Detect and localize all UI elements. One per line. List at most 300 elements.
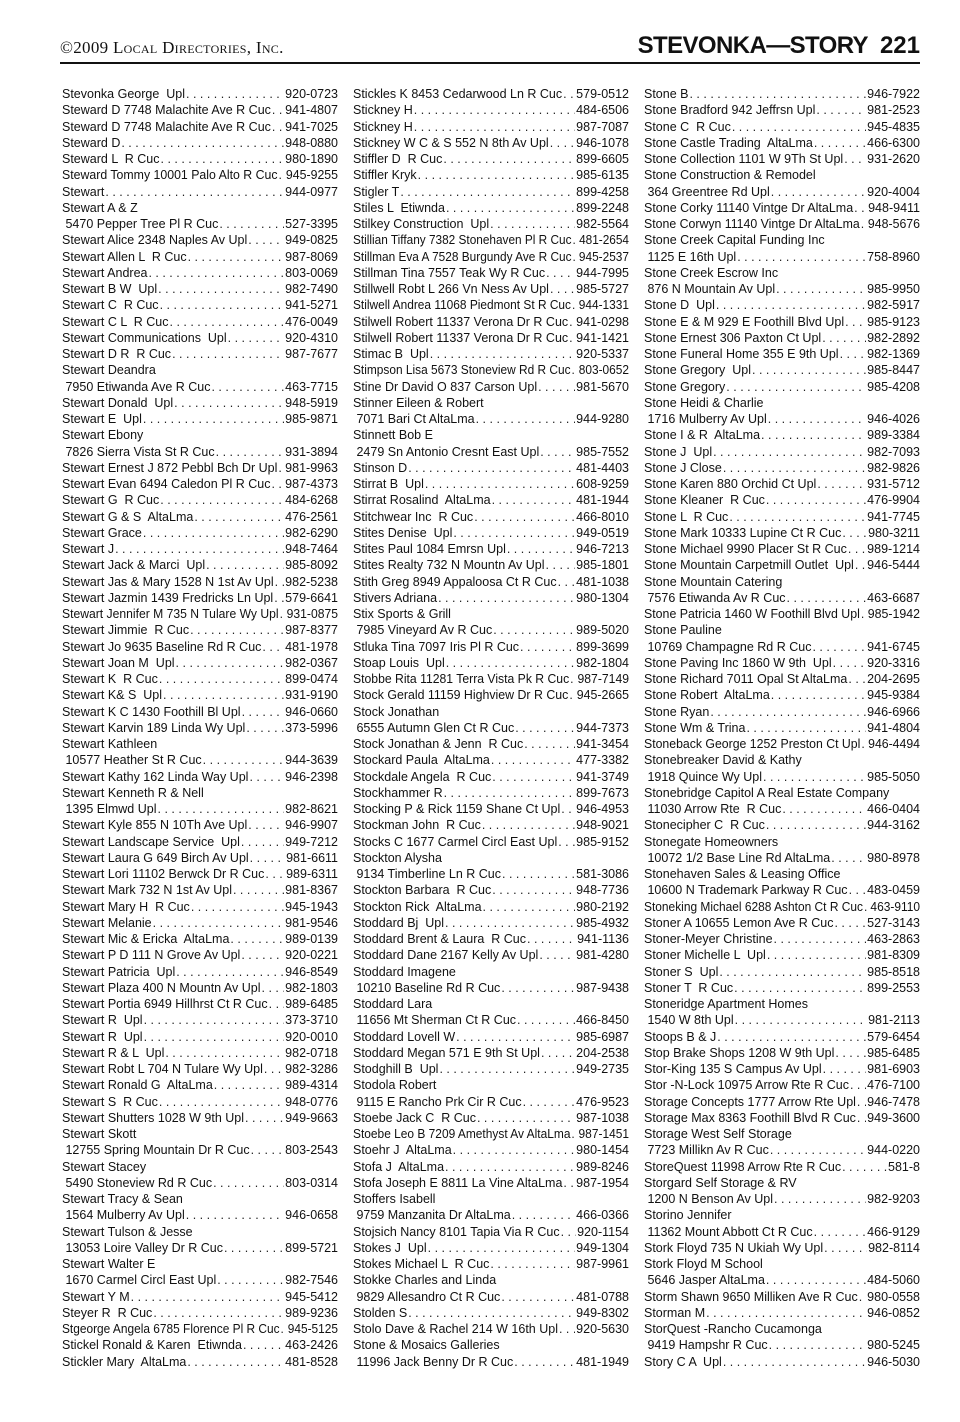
listing-name: 1716 Mulberry Av Upl xyxy=(644,412,767,426)
dot-leader xyxy=(514,1354,575,1370)
listing-name: Stillian Tiffany 7382 Stonehaven Pl R Cuc xyxy=(353,233,572,248)
listing-entry xyxy=(62,460,338,476)
listing-entry xyxy=(644,574,920,590)
listing-phone: 982-5564 xyxy=(576,217,629,231)
listing-name: Stoddard Dane 2167 Kelly Av Upl xyxy=(353,948,539,963)
listing-entry xyxy=(353,1061,629,1077)
dot-leader xyxy=(158,801,285,817)
listing-entry xyxy=(62,817,338,833)
listing-name: Storage Max 8363 Foothill Blvd R Cuc xyxy=(644,1110,856,1125)
listing-entry xyxy=(644,1077,920,1093)
listing-name: Stewart Plaza 400 N Mountn Av Upl xyxy=(62,980,261,995)
dot-leader xyxy=(569,330,575,346)
listing-phone: 920-0221 xyxy=(285,948,338,963)
listing-name: Stone Mark 10333 Lupine Ct R Cuc xyxy=(644,525,842,540)
listing-name: Stoneking Michael 6288 Ashton Ct R Cuc xyxy=(644,899,863,914)
listing-phone: 981-8309 xyxy=(867,948,920,963)
dot-leader xyxy=(492,769,575,785)
listing-phone: 803-0314 xyxy=(285,1175,338,1190)
listing-name: Stillman Tina 7557 Teak Wy R Cuc xyxy=(353,265,546,280)
dot-leader xyxy=(746,720,866,736)
listing-entry xyxy=(644,882,920,898)
listing-entry xyxy=(62,1012,338,1028)
listing-phone: 989-6485 xyxy=(285,997,338,1011)
dot-leader xyxy=(573,249,578,265)
dot-leader xyxy=(774,931,867,947)
dot-leader xyxy=(191,899,284,915)
dot-leader xyxy=(840,346,867,362)
listing-entry xyxy=(353,216,629,232)
listing-phone: 527-3395 xyxy=(285,217,338,231)
listing-name: Stoner-Meyer Christine xyxy=(644,932,773,946)
listing-name: Stoddard Lara xyxy=(353,997,433,1011)
dot-leader xyxy=(859,1289,866,1305)
listing-name: Stewart D R R Cuc xyxy=(62,347,172,361)
listing-entry xyxy=(644,1207,920,1223)
listing-entry xyxy=(62,720,338,736)
listing-name: Steward D 7748 Malachite Ave R Cuc xyxy=(62,103,271,118)
listing-entry xyxy=(62,931,338,947)
listing-name: Stone C R Cuc xyxy=(644,119,731,134)
listing-name: 7723 Millikn Av R Cuc xyxy=(644,1143,769,1158)
listing-name: Stone Collection 1101 W 9Th St Upl xyxy=(644,152,844,166)
listing-entry xyxy=(644,1240,920,1256)
listing-name: Stewart Kathy 162 Linda Way Upl xyxy=(62,769,249,784)
listing-entry xyxy=(353,1142,629,1158)
listing-name: 5490 Stoneview Rd R Cuc xyxy=(62,1175,213,1190)
listing-name: Stewart Alice 2348 Naples Av Upl xyxy=(62,233,248,248)
listing-name: Stewart P D 111 N Grove Av Upl xyxy=(62,948,241,963)
listing-entry xyxy=(353,736,629,752)
listing-entry xyxy=(644,427,920,443)
listing-phone: 945-9255 xyxy=(285,168,338,183)
dot-leader xyxy=(559,1321,575,1337)
listing-name: Stewart Tracy & Sean xyxy=(62,1192,183,1206)
listing-entry xyxy=(62,1289,338,1305)
listing-entry xyxy=(353,102,629,118)
listing-entry xyxy=(353,525,629,541)
dot-leader xyxy=(214,1077,284,1093)
listing-entry xyxy=(644,801,920,817)
dot-leader xyxy=(520,639,575,655)
listing-name: Stone Robert AltaLma xyxy=(644,688,770,703)
listing-name: Stor-King 135 S Campus Av Upl xyxy=(644,1062,822,1076)
listing-phone: 941-4807 xyxy=(285,103,338,118)
listing-name: Stofa J AltaLma xyxy=(353,1159,445,1174)
listing-name: Stone L R Cuc xyxy=(644,509,729,524)
dot-leader xyxy=(224,1240,284,1256)
listing-name: Stoebe Jack C R Cuc xyxy=(353,1110,476,1125)
listing-entry xyxy=(62,980,338,996)
dot-leader xyxy=(848,671,866,687)
listing-phone: 945-9384 xyxy=(867,688,920,703)
dot-leader xyxy=(131,1289,285,1305)
listing-entry xyxy=(644,866,920,882)
listing-name: Stoddard Bj Upl xyxy=(353,915,445,930)
listing-entry xyxy=(62,1224,338,1240)
listing-entry xyxy=(353,947,629,963)
listing-phone: 989-8246 xyxy=(576,1159,629,1174)
dot-leader xyxy=(275,574,285,590)
listing-phone: 982-6290 xyxy=(285,525,338,540)
listing-name: Stobbe Rita 11281 Terra Vista Pk R Cuc xyxy=(353,672,570,686)
listing-name: Stone Corky 11140 Vintge Dr AltaLma xyxy=(644,200,854,215)
listing-phone: 949-0519 xyxy=(576,525,629,540)
dot-leader xyxy=(438,590,575,606)
listing-entry xyxy=(644,899,920,915)
listing-entry xyxy=(353,785,629,801)
listing-entry xyxy=(62,655,338,671)
listing-phone: 948-9411 xyxy=(868,200,920,215)
listing-name: Storage Concepts 1777 Arrow Rte Upl xyxy=(644,1094,856,1109)
dot-leader xyxy=(172,346,284,362)
dot-leader xyxy=(569,314,575,330)
listing-name: Stewart Allen L R Cuc xyxy=(62,249,187,264)
listing-entry xyxy=(353,232,629,248)
listing-phone: 483-0459 xyxy=(867,883,920,898)
dot-leader xyxy=(213,1175,284,1191)
listing-name: Stluka Tina 7097 Iris Pl R Cuc xyxy=(353,639,520,654)
listing-entry xyxy=(353,135,629,151)
listing-phone: 920-0723 xyxy=(285,87,338,101)
dot-leader xyxy=(561,1224,576,1240)
dot-leader xyxy=(706,1305,866,1321)
dot-leader xyxy=(713,444,866,460)
dot-leader xyxy=(717,1029,866,1045)
dot-leader xyxy=(269,996,285,1012)
listing-entry xyxy=(644,232,920,248)
listing-entry xyxy=(62,736,338,752)
listing-phone: 985-6135 xyxy=(576,168,629,183)
listing-name: Stoner S Upl xyxy=(644,964,719,979)
dot-leader xyxy=(121,135,284,151)
dot-leader xyxy=(550,281,575,297)
listing-phone: 946-7213 xyxy=(576,542,629,556)
listing-name: 1125 E 16th Upl xyxy=(644,249,737,264)
listing-phone: 803-0069 xyxy=(285,265,338,280)
listing-phone: 980-5245 xyxy=(867,1338,920,1353)
listing-name: 9134 Timberline Ln R Cuc xyxy=(353,867,501,881)
listing-phone: 481-1038 xyxy=(576,574,629,589)
dot-leader xyxy=(228,330,285,346)
dot-leader xyxy=(761,427,866,443)
listing-phone: 941-4804 xyxy=(867,720,920,735)
listing-entry xyxy=(644,785,920,801)
listing-entry xyxy=(644,509,920,525)
listing-entry xyxy=(353,801,629,817)
header-rule xyxy=(60,62,920,64)
dot-leader xyxy=(271,476,284,492)
dot-leader xyxy=(490,216,575,232)
listing-entry xyxy=(644,541,920,557)
listing-name: Stoehr J AltaLma xyxy=(353,1143,452,1158)
listing-phone: 985-9152 xyxy=(576,834,629,849)
dot-leader xyxy=(561,801,575,817)
listing-entry xyxy=(644,1191,920,1207)
dot-leader xyxy=(477,1110,575,1126)
listing-entry xyxy=(62,102,338,118)
listing-phone: 981-2523 xyxy=(867,103,920,118)
listing-phone: 946-2398 xyxy=(285,769,338,784)
listing-entry xyxy=(644,379,920,395)
listing-phone: 481-4403 xyxy=(576,460,629,475)
listing-name: Stockard Paula AltaLma xyxy=(353,753,490,768)
listing-entry xyxy=(353,362,629,378)
listing-name: Stewart Stacey xyxy=(62,1159,147,1174)
listing-name: 10600 N Trademark Parkway R Cuc xyxy=(644,883,848,898)
dot-leader xyxy=(842,525,867,541)
listing-entry xyxy=(644,1126,920,1142)
listing-phone: 941-7745 xyxy=(867,509,920,524)
listing-phone: 985-4932 xyxy=(576,915,629,930)
listing-name: Stirrat Rosalind AltaLma xyxy=(353,493,491,508)
listing-entry xyxy=(644,931,920,947)
listing-phone: 946-0852 xyxy=(867,1305,920,1320)
listing-entry xyxy=(644,947,920,963)
listing-entry xyxy=(62,1029,338,1045)
listing-name: Stofa Joseph E 8811 La Vine AltaLma xyxy=(353,1175,563,1190)
listing-phone: 466-8010 xyxy=(576,509,629,524)
listing-phone: 987-7149 xyxy=(577,672,629,686)
listing-entry xyxy=(62,1337,338,1353)
listing-name: Stinnett Bob E xyxy=(353,428,433,443)
listing-entry xyxy=(62,1110,338,1126)
listing-name: Stokke Charles and Linda xyxy=(353,1273,497,1288)
listing-phone: 948-7464 xyxy=(285,542,338,556)
listing-name: Stinson D xyxy=(353,460,408,475)
listing-entry xyxy=(644,1094,920,1110)
listing-phone: 946-0660 xyxy=(285,704,338,719)
dot-leader xyxy=(735,1012,867,1028)
dot-leader xyxy=(822,330,866,346)
listing-entry xyxy=(62,314,338,330)
dot-leader xyxy=(824,1240,867,1256)
listing-phone: 899-6605 xyxy=(576,152,629,166)
listing-name: Stitchwear Inc R Cuc xyxy=(353,509,474,524)
listing-name: Stone Creek Escrow Inc xyxy=(644,265,779,280)
listing-name: Stone Corwyn 11140 Vintge Dr AltaLma xyxy=(644,217,860,231)
listing-phone: 945-2665 xyxy=(576,688,629,703)
listing-phone: 945-5412 xyxy=(285,1289,338,1304)
listing-entry xyxy=(353,476,629,492)
listing-phone: 466-8450 xyxy=(576,1013,629,1028)
dot-leader xyxy=(558,574,576,590)
dot-leader xyxy=(262,639,284,655)
listing-name: 10072 1/2 Base Line Rd AltaLma xyxy=(644,850,831,865)
listing-entry xyxy=(353,265,629,281)
listing-name: Stone Michael 9990 Placer St R Cuc xyxy=(644,542,847,556)
dot-leader xyxy=(439,1061,575,1077)
dot-leader xyxy=(501,1289,575,1305)
dot-leader xyxy=(493,622,575,638)
listing-entry xyxy=(353,314,629,330)
listing-phone: 466-9129 xyxy=(867,1224,920,1239)
listing-name: Story C A Upl xyxy=(644,1354,722,1369)
listing-entry xyxy=(644,1224,920,1240)
listing-name: Stewart B W Upl xyxy=(62,282,158,296)
listing-name: Stoops B & J xyxy=(644,1029,717,1044)
listing-entry xyxy=(62,639,338,655)
listing-phone: 948-5676 xyxy=(867,217,920,231)
dot-leader xyxy=(408,460,575,476)
listing-name: Stilkey Construction Upl xyxy=(353,217,490,231)
listing-name: Stewart Mic & Ericka AltaLma xyxy=(62,932,230,946)
listing-entry xyxy=(62,151,338,167)
listing-name: Stites Denise Upl xyxy=(353,525,453,540)
listing-entry xyxy=(644,980,920,996)
dot-leader xyxy=(241,834,284,850)
listing-name: Stock Jonathan & Jenn R Cuc xyxy=(353,737,524,751)
listing-name: 11030 Arrow Rte R Cuc xyxy=(644,802,782,816)
listing-phone: 985-1942 xyxy=(867,607,920,621)
listing-phone: 987-1954 xyxy=(576,1175,629,1190)
listing-entry xyxy=(353,379,629,395)
listing-name: Stewart Donald Upl xyxy=(62,395,174,410)
listing-phone: 920-4310 xyxy=(285,330,338,345)
dot-leader xyxy=(211,379,284,395)
listing-entry xyxy=(62,964,338,980)
listing-entry xyxy=(644,720,920,736)
dot-leader xyxy=(115,541,284,557)
listing-name: Stewart Ronald G AltaLma xyxy=(62,1078,213,1093)
listing-phone: 949-3600 xyxy=(867,1110,920,1125)
listing-name: Stewart K R Cuc xyxy=(62,672,158,686)
listing-name: 9829 Allesandro Ct R Cuc xyxy=(353,1289,501,1304)
listing-name: Stgeorge Angela 6785 Florence Pl R Cuc xyxy=(62,1322,280,1336)
listing-phone: 466-0366 xyxy=(576,1208,629,1223)
dot-leader xyxy=(160,297,285,313)
listing-phone: 579-6454 xyxy=(867,1029,920,1044)
listing-name: Stocking P & Rick 1159 Shane Ct Upl xyxy=(353,802,561,816)
listing-name: Stone Gregory xyxy=(644,379,726,394)
listing-phone: 941-0298 xyxy=(576,314,629,329)
listing-entry xyxy=(353,704,629,720)
listing-entry xyxy=(62,249,338,265)
listing-phone: 941-5271 xyxy=(285,298,338,313)
listing-name: Stockhammer R xyxy=(353,785,443,800)
listing-name: Stewart xyxy=(62,184,105,199)
listing-entry xyxy=(644,557,920,573)
dot-leader xyxy=(281,1321,287,1337)
listing-entry xyxy=(62,265,338,281)
listing-phone: 985-1801 xyxy=(576,558,629,573)
listing-name: Storino Jennifer xyxy=(644,1208,732,1223)
listing-entry xyxy=(353,1272,629,1288)
listing-name: Stevonka George Upl xyxy=(62,87,185,101)
listing-name: 13053 Loire Valley Dr R Cuc xyxy=(62,1240,223,1255)
listing-entry xyxy=(62,232,338,248)
listing-phone: 944-3639 xyxy=(285,753,338,768)
listing-name: Stork Floyd 735 N Ukiah Wy Upl xyxy=(644,1240,824,1255)
listing-name: Stonebreaker David & Kathy xyxy=(644,753,802,768)
listing-column-2 xyxy=(353,86,629,1370)
listing-phone: 920-3316 xyxy=(867,655,920,670)
listing-entry xyxy=(62,492,338,508)
listing-phone: 579-6641 xyxy=(285,590,338,605)
dot-leader xyxy=(854,200,867,216)
listing-phone: 946-8549 xyxy=(285,964,338,979)
listing-entry xyxy=(62,509,338,525)
listing-phone: 481-8528 xyxy=(285,1354,338,1369)
dot-leader xyxy=(502,866,575,882)
dot-leader xyxy=(425,476,575,492)
listing-entry xyxy=(62,915,338,931)
listing-name: Stone Bradford 942 Jeffrsn Upl xyxy=(644,103,816,118)
dot-leader xyxy=(563,86,575,102)
listing-entry xyxy=(644,444,920,460)
listing-entry xyxy=(62,1272,338,1288)
listing-phone: 920-0010 xyxy=(285,1029,338,1044)
listing-entry xyxy=(353,882,629,898)
listing-name: 7826 Sierra Vista St R Cuc xyxy=(62,444,215,459)
dot-leader xyxy=(766,492,866,508)
listing-phone: 944-7373 xyxy=(576,720,629,735)
listing-entry xyxy=(62,119,338,135)
listing-phone: 899-7673 xyxy=(576,785,629,800)
listing-entry xyxy=(353,1029,629,1045)
dot-leader xyxy=(752,362,866,378)
listing-phone: 476-9523 xyxy=(576,1094,629,1109)
listing-entry xyxy=(353,1256,629,1272)
listing-phone: 982-7093 xyxy=(867,444,920,459)
listing-name: Stone B xyxy=(644,87,689,101)
listing-phone: 899-2248 xyxy=(576,200,629,215)
listing-name: Stocks C 1677 Carmel Circl East Upl xyxy=(353,834,558,849)
listing-name: Stewart Grace xyxy=(62,525,142,540)
dot-leader xyxy=(176,655,285,671)
dot-leader xyxy=(446,200,575,216)
listing-phone: 981-2113 xyxy=(868,1013,920,1028)
dot-leader xyxy=(842,1159,887,1175)
dot-leader xyxy=(563,1175,575,1191)
listing-phone: 982-3286 xyxy=(285,1062,338,1076)
listing-entry xyxy=(644,736,920,752)
listing-phone: 803-0652 xyxy=(578,363,629,378)
dot-leader xyxy=(689,86,866,102)
dot-leader xyxy=(834,915,866,931)
dot-leader xyxy=(265,866,285,882)
dot-leader xyxy=(517,1012,575,1028)
listing-entry xyxy=(62,785,338,801)
listing-entry xyxy=(644,834,920,850)
listing-name: Stone Patricia 1460 W Foothill Blvd Upl xyxy=(644,607,860,621)
listing-entry xyxy=(644,996,920,1012)
dot-leader xyxy=(144,1029,285,1045)
listing-name: Stewart Shutters 1028 W 9th Upl xyxy=(62,1110,245,1125)
listing-entry xyxy=(644,606,920,622)
listing-phone: 931-0875 xyxy=(286,607,338,621)
listing-phone: 981-6611 xyxy=(286,850,338,865)
dot-leader xyxy=(835,1045,866,1061)
listing-name: Stites Paul 1084 Emrsn Upl xyxy=(353,542,506,556)
listing-name: 6555 Autumn Glen Ct R Cuc xyxy=(353,720,515,735)
listing-phone: 949-8302 xyxy=(576,1305,629,1320)
listing-name: 10210 Baseline Rd R Cuc xyxy=(353,980,501,995)
listing-phone: 476-2561 xyxy=(285,509,338,524)
listing-entry xyxy=(62,216,338,232)
listing-phone: 948-9021 xyxy=(576,818,629,833)
listing-phone: 945-1943 xyxy=(285,899,338,914)
dot-leader xyxy=(159,671,284,687)
listing-name: Stone Mountain Catering xyxy=(644,574,783,589)
dot-leader xyxy=(833,655,867,671)
dot-leader xyxy=(723,460,866,476)
dot-leader xyxy=(163,687,284,703)
listing-name: Stewart Kenneth R & Nell xyxy=(62,785,204,800)
listing-name: Stewart Walter E xyxy=(62,1257,156,1271)
listing-entry xyxy=(62,330,338,346)
listing-entry xyxy=(353,1159,629,1175)
